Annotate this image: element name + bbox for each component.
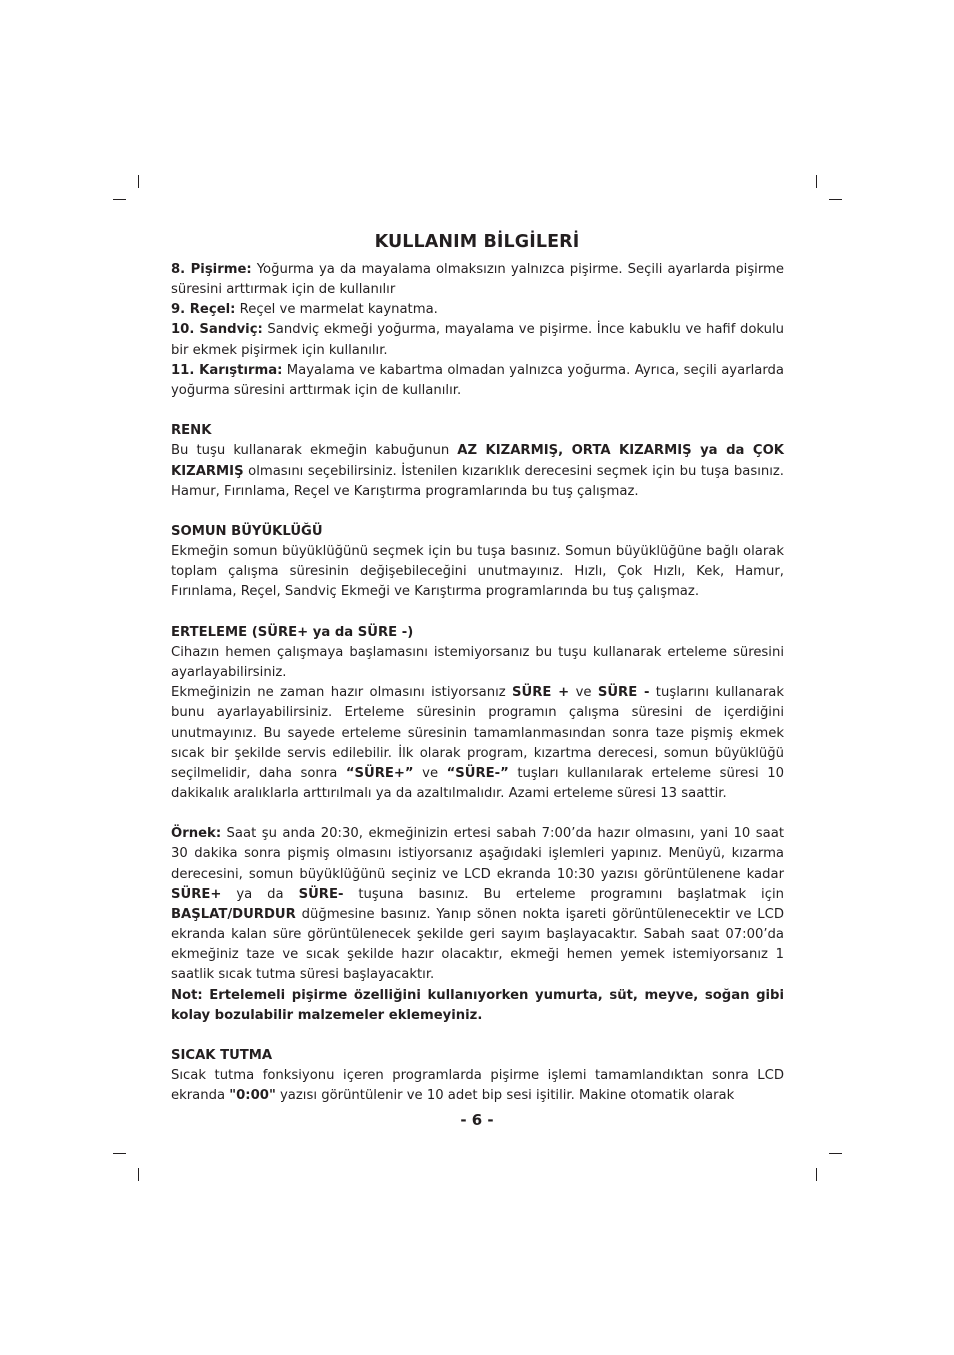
crop-mark xyxy=(138,175,139,188)
program-text: Mayalama ve kabartma olmadan yalnızca yoğurma. Ayrıca, seçili ayarlarda yoğurma süresini arttırmak için de kullanılır. xyxy=(171,362,785,398)
page-number: - 6 - xyxy=(460,1111,494,1129)
somun-paragraph: Ekmeğin somun büyüklüğünü seçmek için bu tuşa basınız. Somun büyüklüğüne bağlı olarak toplam çalışma süresinin değişebileceğini unutmayınız. Hızlı, Çok Hızlı, Kek, Hamur, Fırınlama, Reçel, Sandviç Ekmeği ve Karıştırma programlarında bu tuş çalışmaz. xyxy=(171,544,784,600)
section-heading-sicak xyxy=(171,1046,784,1066)
erteleme-paragraph-2 xyxy=(171,683,784,804)
program-text: Yoğurma ya da mayalama olmaksızın yalnızca pişirme. Seçili ayarlarda pişirme süresini arttırmak için de kullanılır xyxy=(171,262,785,298)
section-heading-somun xyxy=(171,522,784,542)
program-item xyxy=(171,260,784,300)
text: ve xyxy=(569,685,598,701)
text: Ekmeğinizin ne zaman hazır olmasını istiyorsanız xyxy=(171,685,513,701)
heading-text: RENK xyxy=(171,423,212,439)
bold-text: SÜRE- xyxy=(298,886,344,902)
bold-text: SÜRE - xyxy=(597,685,650,701)
text: ve xyxy=(413,765,447,781)
program-item xyxy=(171,300,784,320)
renk-paragraph xyxy=(171,441,784,501)
program-label: 11. Karıştırma: xyxy=(171,362,283,378)
section-heading-renk xyxy=(171,421,784,441)
text: Sıcak tutma fonksiyonu içeren programlarda pişirme işlemi tamamlandıktan sonra LCD ekranda xyxy=(171,1068,784,1104)
program-item xyxy=(171,361,784,401)
bold-text: “SÜRE+” xyxy=(345,765,414,781)
bold-text: SÜRE + xyxy=(512,685,570,701)
text: ya da xyxy=(221,886,299,902)
text: Saat şu anda 20:30, ekmeğinizin ertesi sabah 7:00’da hazır olmasını, yani 10 saat 30 dakika sonra pişmiş olmasını istiyorsanız aşağıdaki işlemleri yapınız. Menüyü, kızarma derecesini, somun büyüklüğünü seçiniz ve LCD ekranda 10:30 yazısı görüntülenene kadar xyxy=(171,826,784,882)
program-label: 10. Sandviç: xyxy=(171,322,263,338)
sicak-paragraph xyxy=(171,1066,784,1106)
program-label: 9. Reçel: xyxy=(171,302,236,318)
program-item xyxy=(171,320,784,360)
bold-text: Not: Ertelemeli pişirme özelliğini kullanıyorken yumurta, süt, meyve, soğan gibi kolay bozulabilir malzemeler eklemeyiniz. xyxy=(171,987,784,1023)
page-title: KULLANIM BİLGİLERİ xyxy=(374,232,580,252)
text: düğmesine basınız. Yanıp sönen nokta işareti görüntülenecektir ve LCD ekranda kalan süre görüntülenecek şekilde geri sayım başlayacaktır. Sabah saat 07:00’da ekmeğiniz taze ve sıcak şekilde hazır olacaktır, ekmeği hemen yemek istemiyorsanız 1 saatlik sıcak tutma süresi başlayacaktır. xyxy=(171,906,784,983)
note-paragraph xyxy=(171,986,784,1026)
crop-mark xyxy=(113,1153,126,1154)
crop-mark xyxy=(138,1168,139,1181)
crop-mark xyxy=(816,1168,817,1181)
crop-mark xyxy=(816,175,817,188)
program-text: Reçel ve marmelat kaynatma. xyxy=(235,302,438,318)
text: tuşuna basınız. Bu erteleme programını başlatmak için xyxy=(343,886,784,902)
text: yazısı görüntülenir ve 10 adet bip sesi işitilir. Makine otomatik olarak xyxy=(275,1088,735,1104)
section-heading-erteleme xyxy=(171,623,784,643)
bold-text: AZ KIZARMIŞ, ORTA KIZARMIŞ ya da ÇOK KIZARMIŞ xyxy=(171,443,784,479)
heading-text: SICAK TUTMA xyxy=(171,1048,273,1064)
text: olmasını seçebilirsiniz. İstenilen kızarıklık derecesini seçmek için bu tuşa basınız. Hamur, Fırınlama, Reçel ve Karıştırma programlarında bu tuş çalışmaz. xyxy=(171,463,784,499)
heading-text: SOMUN BÜYÜKLÜĞÜ xyxy=(171,524,323,539)
program-label: 8. Pişirme: xyxy=(171,262,252,277)
crop-mark xyxy=(829,199,842,200)
bold-text: SÜRE+ xyxy=(171,886,222,902)
document-body xyxy=(171,260,784,1106)
bold-text: "0:00" xyxy=(229,1088,276,1104)
text: tuşlarını kullanarak bunu ayarlayabilirsiniz. Erteleme süresinin programın çalışma süresini de içerdiğini unutmayınız. Bu sayede erteleme süresinin tamamlanmasından sonra taze pişmiş ekmek sıcak bir şekilde servis edilebilir. İlk olarak program, kızartma derecesi, somun büyüklüğü seçilmelidir, daha sonra xyxy=(171,685,784,781)
bold-text: “SÜRE-” xyxy=(446,765,509,781)
bold-text: BAŞLAT/DURDUR xyxy=(171,906,296,922)
heading-text: ERTELEME (SÜRE+ ya da SÜRE -) xyxy=(171,624,414,640)
bold-text: Örnek: xyxy=(171,826,222,842)
text: Bu tuşu kullanarak ekmeğin kabuğunun xyxy=(171,443,458,459)
erteleme-paragraph-1: Cihazın hemen çalışmaya başlamasını istemiyorsanız bu tuşu kullanarak erteleme süresini ayarlayabilirsiniz. xyxy=(171,644,784,681)
program-text: Sandviç ekmeği yoğurma, mayalama ve pişirme. İnce kabuklu ve hafif dokulu bir ekmek pişirmek için kullanılır. xyxy=(171,322,785,358)
ornek-paragraph xyxy=(171,824,784,985)
text: tuşları kullanılarak erteleme süresi 10 dakikalık aralıklarla arttırılmalı ya da azaltılmalıdır. Azami erteleme süresi 13 saattir. xyxy=(171,765,784,802)
crop-mark xyxy=(829,1153,842,1154)
crop-mark xyxy=(113,199,126,200)
